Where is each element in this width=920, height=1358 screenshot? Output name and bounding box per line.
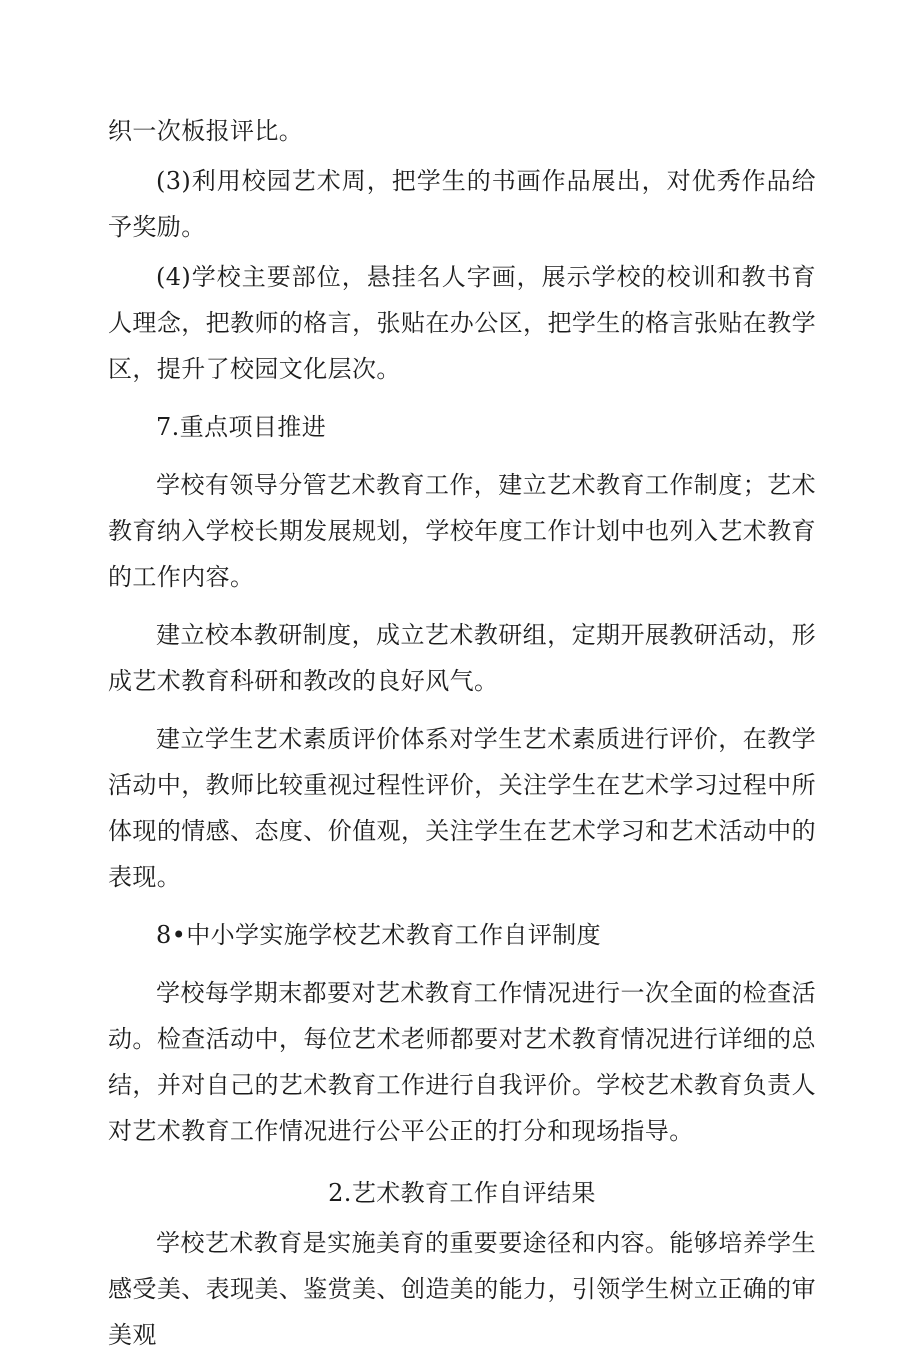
paragraph-item-4: (4)学校主要部位，悬挂名人字画，展示学校的校训和教书育人理念，把教师的格言，张贴在办公区，把学生的格言张贴在教学区，提升了校园文化层次。 — [108, 263, 816, 383]
paragraph-item-3: (3)利用校园艺术周，把学生的书画作品展出，对优秀作品给予奖励。 — [108, 167, 816, 241]
paragraph-continuation: 织一次板报评比。 — [108, 117, 304, 145]
section-heading-results: 2.艺术教育工作自评结果 — [328, 1179, 596, 1207]
paragraph-teaching-research: 建立校本教研制度，成立艺术教研组，定期开展教研活动，形成艺术教育科研和教改的良好风气。 — [108, 621, 816, 695]
paragraph-evaluation-system: 建立学生艺术素质评价体系对学生艺术素质进行评价，在教学活动中，教师比较重视过程性评价，关注学生在艺术学习过程中所体现的情感、态度、价值观，关注学生在艺术学习和艺术活动中的表现。 — [108, 725, 816, 891]
section-heading-8: 8•中小学实施学校艺术教育工作自评制度 — [156, 921, 602, 949]
paragraph-leadership: 学校有领导分管艺术教育工作，建立艺术教育工作制度；艺术教育纳入学校长期发展规划，学校年度工作计划中也列入艺术教育的工作内容。 — [108, 471, 816, 591]
section-heading-7: 7.重点项目推进 — [156, 413, 327, 441]
paragraph-results: 学校艺术教育是实施美育的重要要途径和内容。能够培养学生感受美、表现美、鉴赏美、创造美的能力，引领学生树立正确的审美观 — [108, 1229, 816, 1349]
paragraph-self-evaluation: 学校每学期末都要对艺术教育工作情况进行一次全面的检查活动。检查活动中，每位艺术老师都要对艺术教育情况进行详细的总结，并对自己的艺术教育工作进行自我评价。学校艺术教育负责人对艺术教育工作情况进行公平公正的打分和现场指导。 — [108, 979, 816, 1145]
document-body — [108, 108, 816, 1358]
